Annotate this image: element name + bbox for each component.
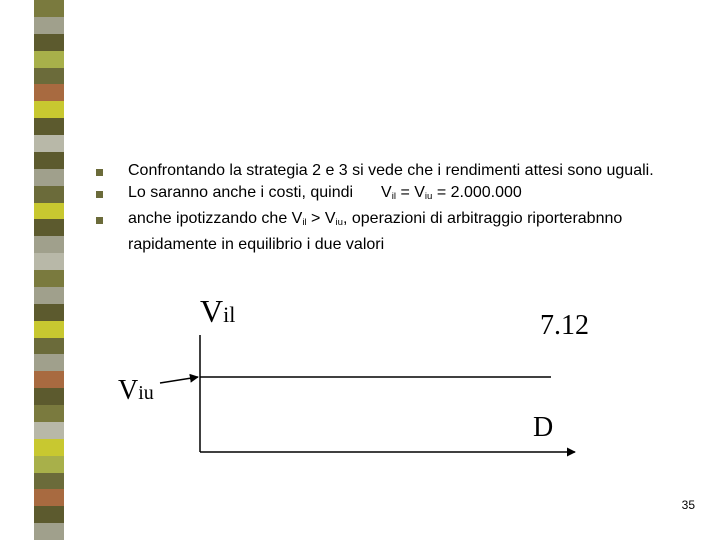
bullet-text-3-mid: > V [306, 209, 336, 227]
viu-label [118, 375, 154, 409]
bullet-text-2-suffix: = 2.000.000 [436, 184, 522, 201]
vil-label [200, 293, 235, 333]
d-label: D [533, 412, 554, 443]
bullet-text-2-v: V [381, 184, 392, 201]
slide-number: 35 [681, 498, 695, 512]
bullet-text-3-sub-il: il [302, 216, 307, 228]
bullet-text-3-suffix: , operazioni di arbitraggio riporterabnno rapidamente in equilibrio i due valori [128, 209, 623, 253]
bullet-text-2-sub-iu: iu [424, 190, 433, 202]
reference-label: 7.12 [540, 310, 589, 341]
vil-label-main: V [200, 293, 224, 329]
bullet-text-1: Confrontando la strategia 2 e 3 si vede che i rendimenti attesi sono uguali. [128, 162, 654, 179]
bullet-text-2-prefix: Lo saranno anche i costi, quindi [128, 184, 354, 201]
viu-label-sub: iu [138, 382, 154, 404]
bullet-text-3-sub-iu: iu [335, 216, 343, 228]
viu-pointer-arrow [160, 377, 198, 383]
bullet-text-3-prefix: anche ipotizzando che V [128, 209, 303, 227]
viu-label-main: V [118, 375, 139, 406]
vil-label-sub: il [223, 302, 236, 327]
bullet-text-2-eq: = V [400, 184, 425, 201]
bullet-text-2-sub-il: il [391, 190, 396, 202]
